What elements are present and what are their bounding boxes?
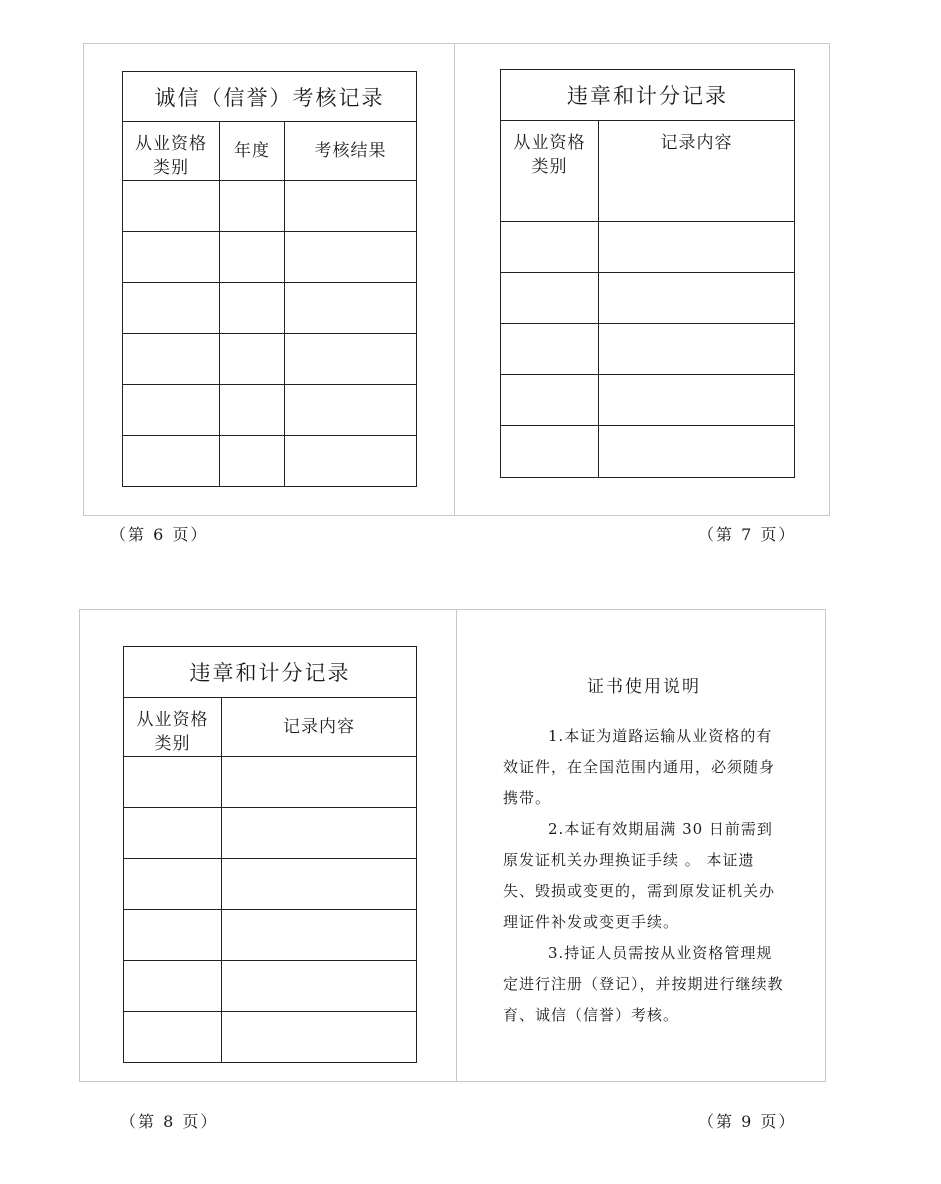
violation-record-table-p8 <box>123 646 417 1063</box>
spread-pages-6-7 <box>83 43 830 516</box>
spread-pages-8-9 <box>79 609 826 1082</box>
table-cell[interactable] <box>220 181 285 232</box>
spread-fold <box>454 44 455 515</box>
table-cell[interactable] <box>123 283 220 334</box>
table-cell[interactable] <box>285 436 417 487</box>
table-cell[interactable] <box>124 808 222 859</box>
table-cell[interactable] <box>222 1012 417 1063</box>
page-number-7: （第 7 页） <box>698 525 797 544</box>
table-cell[interactable] <box>220 334 285 385</box>
usage-notes-title: 证书使用说明 <box>587 677 701 697</box>
table-row <box>124 859 417 910</box>
table-row <box>124 1012 417 1063</box>
table-cell[interactable] <box>599 222 795 273</box>
table-cell[interactable] <box>501 324 599 375</box>
table-cell[interactable] <box>222 808 417 859</box>
table-cell[interactable] <box>285 385 417 436</box>
table-row <box>123 385 417 436</box>
table-cell[interactable] <box>123 385 220 436</box>
table-cell[interactable] <box>501 222 599 273</box>
violation-record-table-p7 <box>500 69 795 478</box>
page-number-6: （第 6 页） <box>110 525 209 544</box>
table-cell[interactable] <box>123 436 220 487</box>
table-cell[interactable] <box>124 757 222 808</box>
table-cell[interactable] <box>599 273 795 324</box>
table-cell[interactable] <box>222 961 417 1012</box>
col-qualification-category: 从业资格 类别 <box>123 122 220 181</box>
usage-note-item: 1.本证为道路运输从业资格的有效证件，在全国范围内通用，必须随身携带。 <box>503 727 776 807</box>
table-row <box>501 324 795 375</box>
table-cell[interactable] <box>220 436 285 487</box>
table-cell[interactable] <box>222 757 417 808</box>
table-cell[interactable] <box>123 181 220 232</box>
table-cell[interactable] <box>220 232 285 283</box>
col-qualification-category: 从业资格 类别 <box>124 698 222 757</box>
integrity-record-table <box>122 71 417 487</box>
spread-fold <box>456 610 457 1081</box>
col-qualification-category: 从业资格 类别 <box>501 121 599 222</box>
table-cell[interactable] <box>220 283 285 334</box>
col-record-content: 记录内容 <box>222 698 417 757</box>
table-row <box>124 808 417 859</box>
usage-note-item: 2.本证有效期届满 30 日前需到原发证机关办理换证手续 。 本证遗失、毁损或变更的，需到原发证机关办理证件补发或变更手续。 <box>503 820 776 931</box>
table-cell[interactable] <box>124 910 222 961</box>
table-row <box>124 910 417 961</box>
certificate-usage-notes <box>503 672 785 1031</box>
col-record-content: 记录内容 <box>599 121 795 222</box>
table-cell[interactable] <box>599 426 795 478</box>
violation-record-title: 违章和计分记录 <box>501 70 795 121</box>
table-cell[interactable] <box>285 181 417 232</box>
table-cell[interactable] <box>220 385 285 436</box>
table-cell[interactable] <box>124 1012 222 1063</box>
integrity-record-title: 诚信（信誉）考核记录 <box>123 72 417 122</box>
table-cell[interactable] <box>285 232 417 283</box>
table-row <box>501 426 795 478</box>
table-row <box>501 222 795 273</box>
col-result: 考核结果 <box>285 122 417 181</box>
table-row <box>501 273 795 324</box>
table-row <box>123 232 417 283</box>
table-cell[interactable] <box>501 273 599 324</box>
table-cell[interactable] <box>222 910 417 961</box>
table-row <box>124 757 417 808</box>
table-cell[interactable] <box>501 426 599 478</box>
table-cell[interactable] <box>124 961 222 1012</box>
table-row <box>123 436 417 487</box>
page-number-9: （第 9 页） <box>698 1112 797 1131</box>
violation-record-title: 违章和计分记录 <box>124 647 417 698</box>
table-row <box>123 283 417 334</box>
usage-note-item: 3.持证人员需按从业资格管理规定进行注册（登记），并按期进行继续教育、诚信（信誉）考核。 <box>503 944 784 1024</box>
table-cell[interactable] <box>285 283 417 334</box>
table-cell[interactable] <box>599 375 795 426</box>
table-row <box>123 181 417 232</box>
table-cell[interactable] <box>285 334 417 385</box>
table-row <box>124 961 417 1012</box>
table-cell[interactable] <box>124 859 222 910</box>
table-cell[interactable] <box>599 324 795 375</box>
table-row <box>123 334 417 385</box>
table-cell[interactable] <box>222 859 417 910</box>
table-cell[interactable] <box>123 232 220 283</box>
table-cell[interactable] <box>501 375 599 426</box>
page-number-8: （第 8 页） <box>120 1112 219 1131</box>
col-year: 年度 <box>220 122 285 181</box>
table-cell[interactable] <box>123 334 220 385</box>
table-row <box>501 375 795 426</box>
